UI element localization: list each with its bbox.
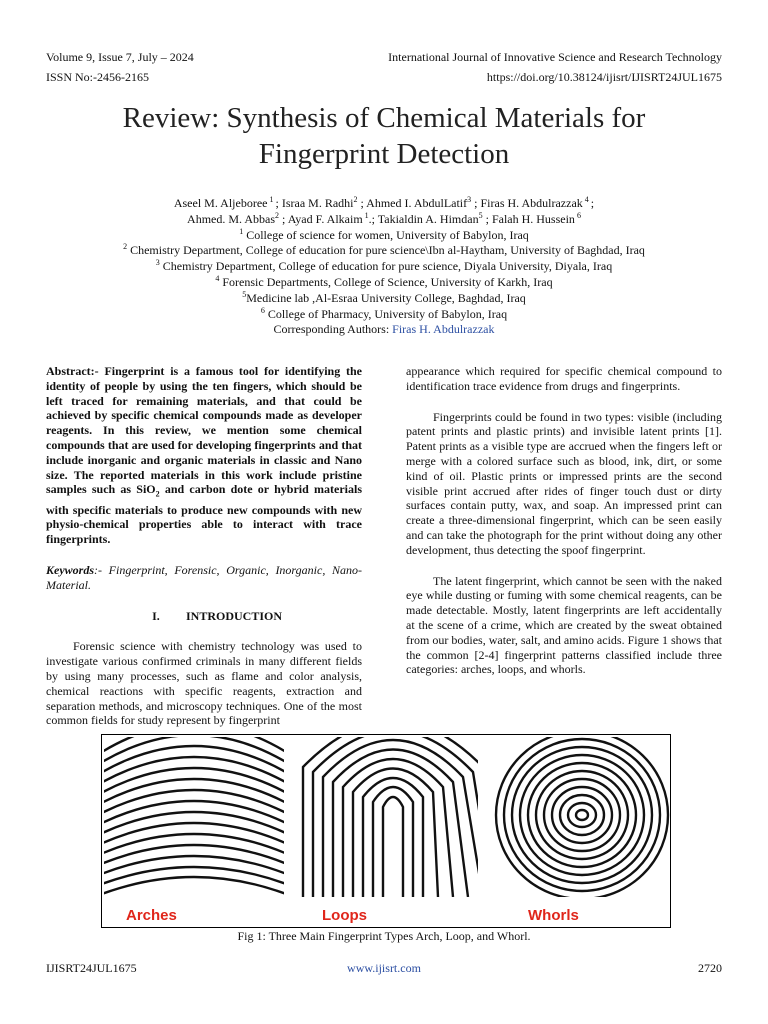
author-line-1: Aseel M. Aljeboree $^1$ ; Israa M. Radhi$^2$ ; Ahmed I. AbdulLatif$^3$ ; Firas H. Abdulrazzak $^4$ ; [173,195,595,210]
loops-label: Loops [322,907,367,924]
right-paragraph-1: appearance which required for specific chemical compound to identification trace evidence from drugs and fingerprints. [406,364,722,393]
affiliation-5: $^5$Medicine lab ,Al-Esraa University College, Baghdad, Iraq [242,289,526,305]
author-name: Ahmed I. AbdulLatif [366,196,468,210]
right-paragraph-3: The latent fingerprint, which cannot be seen with the naked eye while dusting or fuming with some chemical reagents, can be made detectable. Mostly, latent fingerprints are left accidentally at the scene of a crime, which are created by the sweat obtained from our bodies, water, salt, and amino acids. Figure 1 shows that the common [2-4] fingerprint patterns classified include three categories: arches, loops, and whorls. [406,573,722,677]
affiliation-3: $^3$ Chemistry Department, College of education for pure science, Diyala University, Diyala, Iraq [155,258,613,274]
author-name: Takialdin A. Himdan [377,211,479,226]
affiliation-2: $^2$ Chemistry Department, College of education for pure science\Ibn al-Haytham, University of Baghdad, Iraq [123,242,645,258]
keywords-text: :- Fingerprint, Forensic, Organic, Inorganic, Nano-Material. [46,562,362,592]
author-name: Aseel M. Aljeboree [173,196,268,210]
author-name: Ahmed. M. Abbas [187,211,276,226]
author-block [40,196,728,338]
author-name: Falah H. Hussein [491,211,575,226]
volume-info: Volume 9, Issue 7, July – 2024 [46,50,194,64]
affiliation-4: $^4$ Forensic Departments, College of Science, University of Karkh, Iraq [215,273,553,289]
author-name: Israa M. Radhi [281,196,354,210]
paper-title [40,100,728,172]
abstract-label: Abstract:- [46,364,99,378]
issn-info: ISSN No:-2456-2165 [46,70,150,84]
keywords [46,563,362,593]
journal-name: International Journal of Innovative Science and Research Technology [388,50,722,64]
abstract: Abstract:- Fingerprint is a famous tool for identifying the identity of people by using the ten fingers, which should be left traced for remaining materials, and that could be achieved by specific chemical compounds made as developer reagents. In this review, we mention some chemical compounds that are used for developing fingerprints and that include inorganic and organic materials in classic and Nano size. The reported materials in this work include pristine samples such as SiO$_2$ and carbon dote or hybrid materials with specific materials to produce new compounds with new physio-chemical properties able to interact with trace fingerprints. [46,364,362,547]
fingerprint-figure [101,734,671,928]
arches-label: Arches [126,907,177,924]
keywords-label: Keywords [46,562,94,577]
right-column [406,364,722,693]
author-name: Ayad F. Alkaim [287,211,363,226]
footer-paper-id: IJISRT24JUL1675 [46,961,137,975]
page-number: 2720 [698,961,722,975]
left-column [46,364,362,744]
title-line-1: Review: Synthesis of Chemical Materials for [122,102,646,134]
arch-fingerprint-image [104,737,284,897]
affiliation-6: $^6$ College of Pharmacy, University of Babylon, Iraq [260,305,508,321]
author-name: Firas H. Abdulrazzak [480,196,583,210]
right-paragraph-2: Fingerprints could be found in two types: visible (including patent prints and plastic prints) and invisible latent prints [1]. Patent prints as a visible type are accrued when the fingers left or merge with a colored surface such as blood, ink, dirt, or some kind of oil. Plastic prints or impressed prints are the second visible print accrued after rides of finger touch dust or dirty surfaces contain putty, wax, and soap. An impressed print can create a three-dimensional fingerprint, which can be seen easily and can take the photograph for the print without doing any other development, thus detecting the spoof fingerprint. [406,409,722,557]
corresponding-author-link[interactable]: Firas H. Abdulrazzak [392,322,495,337]
section-heading [46,609,362,624]
footer-website-link[interactable]: www.ijisrt.com [347,961,421,975]
loop-fingerprint-image [298,737,478,897]
author-line-2: Ahmed. M. Abbas$^2$ ; Ayad F. Alkaim $^1$.; Takialdin A. Himdan$^5$ ; Falah H. Hussein $^6$ [187,210,581,226]
whorls-label: Whorls [528,907,579,924]
corresponding-author: Corresponding Authors: Firas H. Abdulrazzak [273,322,495,337]
section-title: INTRODUCTION [185,608,282,623]
affiliation-1: $^1$ College of science for women, University of Babylon, Iraq [239,226,529,242]
figure-caption: Fig 1: Three Main Fingerprint Types Arch, Loop, and Whorl. [237,929,531,943]
abstract-text: Fingerprint is a famous tool for identifying the identity of people by using the ten fingers, which should be left traced for remaining materials, and that could be achieved by specific chemical compounds made as developer reagents. In this review, we mention some chemical compounds that are used for developing fingerprints and that include inorganic and organic materials in classic and Nano size. The reported materials in this work include pristine samples such as SiO [46,364,362,497]
section-number: I. [152,608,160,623]
whorl-fingerprint-image [490,737,670,897]
intro-paragraph: Forensic science with chemistry technology was used to investigate various confirmed criminals in many different fields by using many processes, such as flame and color analysis, chemical reactions with specific reagents, extraction and separation methods, and microscopy techniques. One of the most common fields for study represent by fingerprint [46,639,362,728]
title-line-2: Fingerprint Detection [258,138,510,170]
doi-link[interactable]: https://doi.org/10.38124/ijisrt/IJISRT24JUL1675 [486,70,722,84]
